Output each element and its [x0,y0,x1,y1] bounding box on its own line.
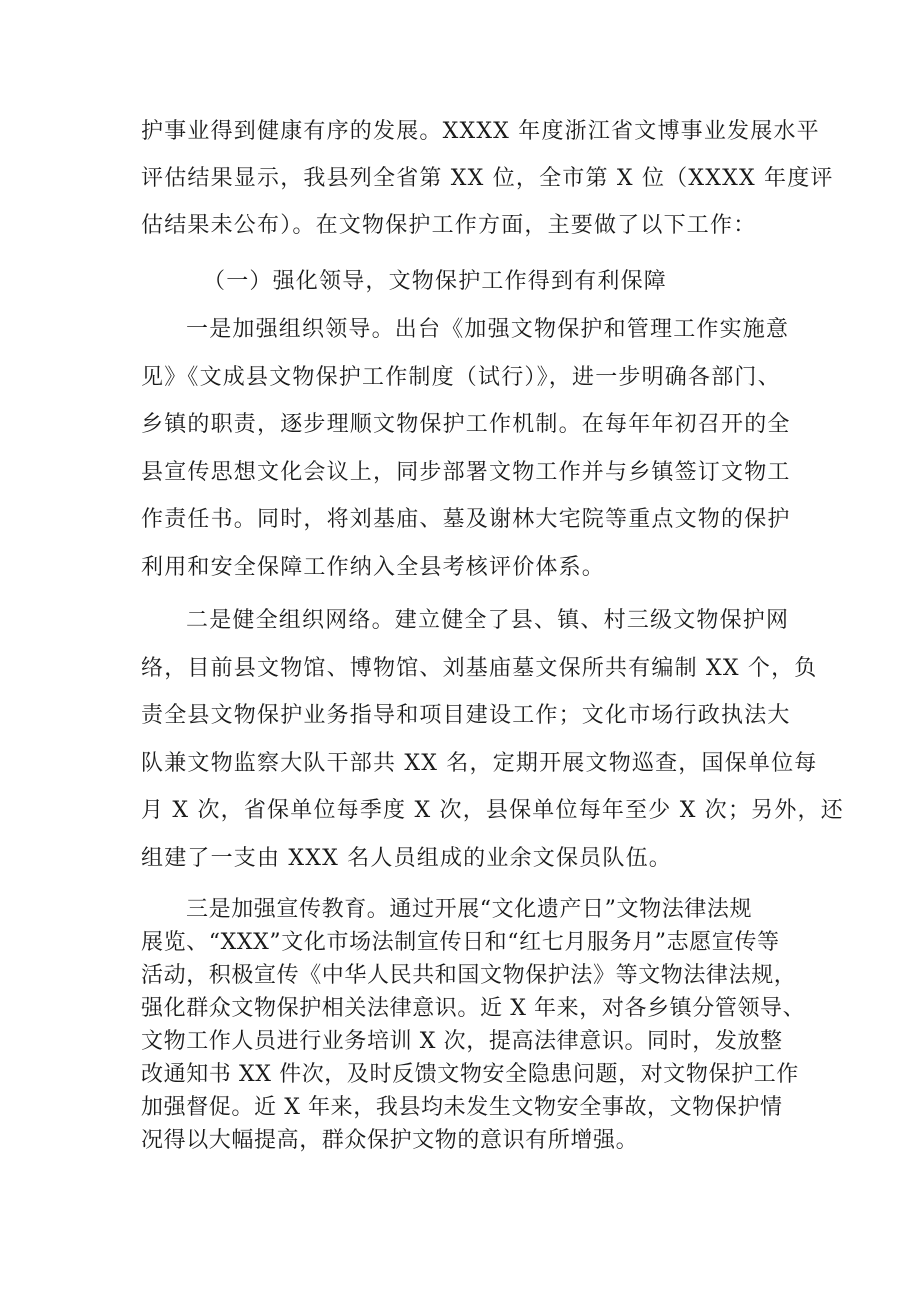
text-line: 护事业得到健康有序的发展。XXXX 年度浙江省文博事业发展水平 [141,119,820,144]
paragraph-organization-leadership [141,306,801,591]
text-line: 见》《文成县文物保护工作制度（试行）》，进一步明确各部门、 [141,364,781,390]
text-line: 强化群众文物保护相关法律意识。近 X 年来，对各乡镇分管领导、 [141,996,806,1021]
text-line: 组建了一支由 XXX 名人员组成的业余文保员队伍。 [141,845,672,871]
text-line: 络，目前县文物馆、博物馆、刘基庙墓文保所共有编制 XX 个，负 [141,655,818,681]
text-line: 利用和安全保障工作纳入全县考核评价体系。 [141,554,606,580]
text-line: 况得以大幅提高，群众保护文物的意识有所增强。 [141,1128,639,1153]
text-line: 责全县文物保护业务指导和项目建设工作；文化市场行政执法大 [141,703,791,728]
text-line: 活动，积极宣传《中华人民共和国文物保护法》等文物法律法规， [141,963,797,988]
text-line: 改通知书 XX 件次，及时反馈文物安全隐患问题，对文物保护工作 [141,1062,799,1087]
text-line: 评估结果显示，我县列全省第 XX 位，全市第 X 位（XXXX 年度评 [141,166,834,191]
text-line: 月 X 次，省保单位每季度 X 次，县保单位每年至少 X 次；另外，还 [141,798,844,823]
text-line: 一是加强组织领导。出台《加强文物保护和管理工作实施意 [186,317,790,342]
text-line: 作责任书。同时，将刘基庙、墓及谢林大宅院等重点文物的保护 [141,507,791,532]
text-line: 乡镇的职责，逐步理顺文物保护工作机制。在每年年初召开的全 [141,412,791,437]
text-line: 估结果未公布）。在文物保护工作方面，主要做了以下工作： [141,213,757,238]
text-line: 三是加强宣传教育。通过开展“文化遗产日”文物法律法规 [186,897,753,922]
text-line: 县宣传思想文化会议上，同步部署文物工作并与乡镇签订文物工 [141,459,791,485]
text-line: 文物工作人员进行业务培训 X 次，提高法律意识。同时，发放整 [141,1029,783,1054]
text-line: 队兼文物监察大队干部共 XX 名，定期开展文物巡查，国保单位每 [141,750,818,776]
intro-paragraph [141,108,834,249]
text-line: 二是健全组织网络。建立健全了县、镇、村三级文物保护网 [186,608,790,633]
text-line: 展览、“XXX”文化市场法制宣传日和“红七月服务月”志愿宣传等 [141,930,780,955]
section-heading-text: （一）强化领导，文物保护工作得到有利保障 [203,269,668,294]
section-heading [203,258,763,305]
text-line: 加强督促。近 X 年来，我县均未发生文物安全事故，文物保护情 [141,1095,783,1120]
paragraph-publicity-education [141,893,806,1157]
paragraph-organization-network [141,597,844,882]
